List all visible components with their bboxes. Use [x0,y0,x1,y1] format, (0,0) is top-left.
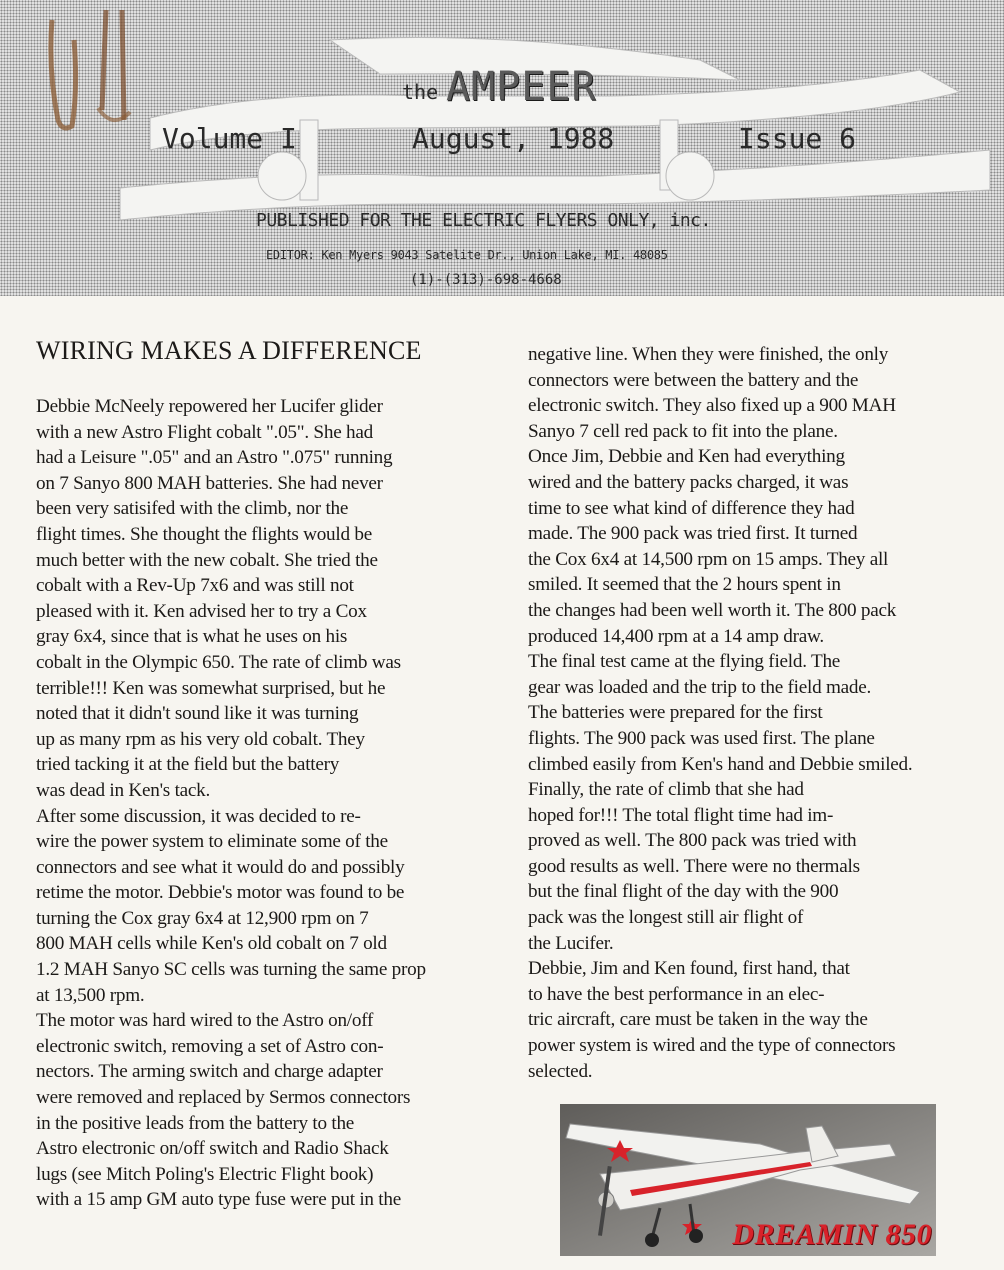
article-line: The final test came at the flying field. The [528,651,841,673]
article-line: good results as well. There were no thermals [528,855,860,877]
article-line: the Lucifer. [528,932,614,954]
article-line: were removed and replaced by Sermos connectors [36,1087,411,1109]
article-line: up as many rpm as his very old cobalt. They [36,728,365,750]
ad-brand-name: DREAMIN 850 [732,1218,932,1251]
masthead-the: the [402,80,439,104]
article-line: negative line. When they were finished, the only [528,344,889,365]
article-line: terrible!!! Ken was somewhat surprised, but he [36,677,386,699]
volume-label: Volume I [162,122,297,155]
article-line: cobalt in the Olympic 650. The rate of climb was [36,651,401,673]
article-line: wire the power system to eliminate some of the [36,831,388,853]
dreamin-850-ad [560,1104,936,1256]
article-line: to have the best performance in an elec- [528,983,825,1005]
article-line: but the final flight of the day with the 900 [528,881,839,903]
article-line: Once Jim, Debbie and Ken had everything [528,446,845,468]
article-line: The batteries were prepared for the first [528,702,823,724]
article-line: Finally, the rate of climb that she had [528,779,804,801]
article-line: with a new Astro Flight cobalt ".05". She had [36,421,373,443]
article-line: The motor was hard wired to the Astro on/off [36,1010,374,1032]
article-line: connectors and see what it would do and possibly [36,856,405,878]
issue-date: August, 1988 [412,122,615,155]
masthead [0,0,1004,296]
article-column-left [36,394,496,1213]
article-line: connectors were between the battery and the [528,369,859,391]
article-line: had a Leisure ".05" and an Astro ".075" running [36,447,393,469]
article-line: hoped for!!! The total flight time had im- [528,804,834,826]
article-line: gear was loaded and the trip to the field made. [528,676,872,698]
editor-line: EDITOR: Ken Myers 9043 Satelite Dr., Union Lake, MI. 48085 [266,248,668,262]
article-line: After some discussion, it was decided to re- [36,805,361,827]
article-line: pack was the longest still air flight of [528,907,804,929]
article-line: climbed easily from Ken's hand and Debbie smiled. [528,753,913,775]
article-line: produced 14,400 rpm at a 14 amp draw. [528,625,824,647]
article-line: was dead in Ken's tack. [36,779,211,801]
staple-icon [38,0,148,140]
article-line: retime the motor. Debbie's motor was found to be [36,882,405,904]
article-line: lugs (see Mitch Poling's Electric Flight book) [36,1163,374,1185]
article-line: selected. [528,1060,593,1082]
article-line: on 7 Sanyo 800 MAH batteries. She had never [36,472,383,494]
article-line: electronic switch. They also fixed up a 900 MAH [528,395,896,417]
article-line: flights. The 900 pack was used first. The plane [528,727,875,749]
article-line: in the positive leads from the battery to the [36,1112,355,1134]
article-line: made. The 900 pack was tried first. It turned [528,523,858,545]
article-line: much better with the new cobalt. She tried the [36,549,378,571]
article-line: flight times. She thought the flights would be [36,523,372,545]
publisher-line: PUBLISHED FOR THE ELECTRIC FLYERS ONLY, inc. [256,210,711,231]
article-line: smiled. It seemed that the 2 hours spent in [528,574,841,596]
article-line: tried tacking it at the field but the battery [36,754,340,776]
article-line: cobalt with a Rev-Up 7x6 and was still not [36,575,354,597]
article-line: Astro electronic on/off switch and Radio Shack [36,1138,389,1160]
article-line: Debbie, Jim and Ken found, first hand, that [528,958,850,980]
article-line: Debbie McNeely repowered her Lucifer glider [36,396,383,417]
phone-line: (1)-(313)-698-4668 [410,272,562,288]
article-line: time to see what kind of difference they had [528,497,855,519]
issue-number: Issue 6 [738,122,857,155]
article-line: at 13,500 rpm. [36,984,145,1006]
article-line: 1.2 MAH Sanyo SC cells was turning the same prop [36,959,426,981]
article-line: electronic switch, removing a set of Astro con- [36,1035,384,1057]
article-line: nectors. The arming switch and charge adapter [36,1061,383,1083]
article-line: gray 6x4, since that is what he uses on his [36,626,348,648]
article-line: proved as well. The 800 pack was tried with [528,830,857,852]
article-line: been very satisifed with the climb, nor the [36,498,349,520]
article-line: wired and the battery packs charged, it was [528,471,849,493]
article-line: Sanyo 7 cell red pack to fit into the plane. [528,420,838,442]
article-line: pleased with it. Ken advised her to try a Cox [36,600,367,622]
article-line: the changes had been well worth it. The 800 pack [528,599,897,621]
article-line: with a 15 amp GM auto type fuse were put in the [36,1189,401,1211]
article-column-right [528,342,978,1084]
article-line: noted that it didn't sound like it was turning [36,703,359,725]
newsletter-title: AMPEER [446,64,597,110]
article-line: the Cox 6x4 at 14,500 rpm on 15 amps. They all [528,548,889,570]
article-headline: WIRING MAKES A DIFFERENCE [36,336,422,365]
article-line: 800 MAH cells while Ken's old cobalt on 7 old [36,933,387,955]
article-line: turning the Cox gray 6x4 at 12,900 rpm on 7 [36,907,369,929]
article-line: tric aircraft, care must be taken in the way the [528,1009,868,1031]
article-line: power system is wired and the type of connectors [528,1035,896,1057]
